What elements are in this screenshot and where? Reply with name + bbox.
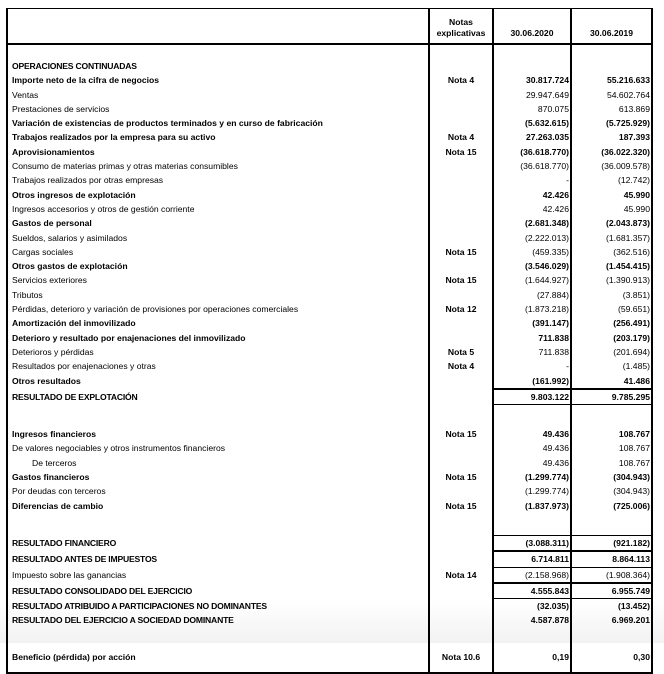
row-value-2019: (1.454.415) bbox=[571, 259, 652, 273]
row-value-2019: 54.602.764 bbox=[571, 88, 652, 102]
row-value-2020: 4.555.843 bbox=[493, 583, 571, 599]
table-row bbox=[7, 202, 652, 216]
row-value-2019: 187.393 bbox=[571, 130, 652, 144]
table-row bbox=[7, 359, 652, 373]
row-label: Por deudas con terceros bbox=[7, 484, 429, 498]
row-value-2019: (1.908.364) bbox=[571, 567, 652, 583]
row-note bbox=[429, 441, 493, 455]
table-row bbox=[7, 88, 652, 102]
row-label: Trabajos realizados por la empresa para su activo bbox=[7, 130, 429, 144]
row-label: Ingresos accesorios y otros de gestión corriente bbox=[7, 202, 429, 216]
row-note bbox=[429, 102, 493, 116]
header-notes-line1: Notas bbox=[449, 17, 473, 27]
row-label: Resultados por enajenaciones y otras bbox=[7, 359, 429, 373]
row-value-2020: (1.299.774) bbox=[493, 484, 571, 498]
row-value-2020: - bbox=[493, 359, 571, 373]
row-label: RESULTADO CONSOLIDADO DEL EJERCICIO bbox=[7, 583, 429, 599]
row-label: Gastos de personal bbox=[7, 216, 429, 230]
table-row bbox=[7, 613, 652, 627]
row-note bbox=[429, 231, 493, 245]
table-row-resultado-antes-impuestos bbox=[7, 551, 652, 567]
row-label: Consumo de materias primas y otras materias consumibles bbox=[7, 159, 429, 173]
row-label: Variación de existencias de productos terminados y en curso de fabricación bbox=[7, 116, 429, 130]
row-value-2020: 42.426 bbox=[493, 188, 571, 202]
row-note bbox=[429, 331, 493, 345]
row-note bbox=[429, 456, 493, 470]
table-row bbox=[7, 599, 652, 614]
row-note bbox=[429, 599, 493, 614]
row-note: Nota 10.6 bbox=[429, 642, 493, 673]
row-value-2020: 30.817.724 bbox=[493, 73, 571, 87]
row-value-2019: 8.864.113 bbox=[571, 551, 652, 567]
row-value-2020: (2.681.348) bbox=[493, 216, 571, 230]
row-note bbox=[429, 259, 493, 273]
row-note: Nota 5 bbox=[429, 345, 493, 359]
row-value-2020: (459.335) bbox=[493, 245, 571, 259]
row-note bbox=[429, 551, 493, 567]
row-label: RESULTADO FINANCIERO bbox=[7, 535, 429, 551]
row-value-2020: 49.436 bbox=[493, 427, 571, 441]
table-row bbox=[7, 231, 652, 245]
table-row bbox=[7, 273, 652, 287]
row-value-2019: 0,30 bbox=[571, 642, 652, 673]
row-value-2020: 0,19 bbox=[493, 642, 571, 673]
row-note bbox=[429, 583, 493, 599]
table-row bbox=[7, 216, 652, 230]
row-value-2020: (5.632.615) bbox=[493, 116, 571, 130]
row-value-2020: (2.158.968) bbox=[493, 567, 571, 583]
table-row bbox=[7, 470, 652, 484]
row-note: Nota 12 bbox=[429, 302, 493, 316]
row-value-2019: (2.043.873) bbox=[571, 216, 652, 230]
header-year-2020: 30.06.2020 bbox=[493, 9, 571, 45]
row-value-2020: (3.088.311) bbox=[493, 535, 571, 551]
row-value-2020: 870.075 bbox=[493, 102, 571, 116]
row-value-2020: 49.436 bbox=[493, 456, 571, 470]
row-note bbox=[429, 59, 493, 73]
row-value-2020: (36.618.770) bbox=[493, 159, 571, 173]
row-value-2020: (2.222.013) bbox=[493, 231, 571, 245]
row-value-2019: 41.486 bbox=[571, 374, 652, 389]
row-value-2020: (161.992) bbox=[493, 374, 571, 389]
table-row bbox=[7, 102, 652, 116]
row-note bbox=[429, 173, 493, 187]
table-row bbox=[7, 427, 652, 441]
row-note bbox=[429, 159, 493, 173]
row-label: Otros resultados bbox=[7, 374, 429, 389]
table-row bbox=[7, 145, 652, 159]
row-label: OPERACIONES CONTINUADAS bbox=[7, 59, 429, 73]
row-value-2019: (362.516) bbox=[571, 245, 652, 259]
row-value-2020: 42.426 bbox=[493, 202, 571, 216]
row-value-2020: (1.873.218) bbox=[493, 302, 571, 316]
row-value-2019: 55.216.633 bbox=[571, 73, 652, 87]
row-value-2020: 27.263.035 bbox=[493, 130, 571, 144]
row-value-2019: (36.022.320) bbox=[571, 145, 652, 159]
row-label: Sueldos, salarios y asimilados bbox=[7, 231, 429, 245]
table-row bbox=[7, 331, 652, 345]
table-row-resultado-explotacion bbox=[7, 389, 652, 405]
table-row bbox=[7, 130, 652, 144]
row-note: Nota 15 bbox=[429, 145, 493, 159]
table-row bbox=[7, 173, 652, 187]
row-value-2019 bbox=[571, 59, 652, 73]
table-row bbox=[7, 188, 652, 202]
row-note bbox=[429, 116, 493, 130]
table-row bbox=[7, 302, 652, 316]
row-note: Nota 4 bbox=[429, 359, 493, 373]
table-row bbox=[7, 316, 652, 330]
row-value-2019: (256.491) bbox=[571, 316, 652, 330]
row-note bbox=[429, 316, 493, 330]
row-label: Gastos financieros bbox=[7, 470, 429, 484]
table-row bbox=[7, 259, 652, 273]
table-row bbox=[7, 345, 652, 359]
row-value-2019: (1.485) bbox=[571, 359, 652, 373]
table-row bbox=[7, 59, 652, 73]
row-value-2019: 9.785.295 bbox=[571, 389, 652, 405]
table-header-row bbox=[7, 9, 652, 45]
row-label: Deterioro y resultado por enajenaciones del inmovilizado bbox=[7, 331, 429, 345]
row-value-2020: (391.147) bbox=[493, 316, 571, 330]
row-label: Tributos bbox=[7, 288, 429, 302]
row-value-2020: - bbox=[493, 173, 571, 187]
row-label: Deterioros y pérdidas bbox=[7, 345, 429, 359]
row-value-2019: 613.869 bbox=[571, 102, 652, 116]
row-note bbox=[429, 389, 493, 405]
row-value-2019: (304.943) bbox=[571, 484, 652, 498]
row-value-2019: 108.767 bbox=[571, 427, 652, 441]
row-value-2019: (203.179) bbox=[571, 331, 652, 345]
row-note: Nota 15 bbox=[429, 499, 493, 513]
row-label: Ventas bbox=[7, 88, 429, 102]
table-row bbox=[7, 159, 652, 173]
row-note bbox=[429, 484, 493, 498]
row-label: RESULTADO DE EXPLOTACIÓN bbox=[7, 389, 429, 405]
row-value-2020: 6.714.811 bbox=[493, 551, 571, 567]
table-row bbox=[7, 499, 652, 513]
row-note: Nota 4 bbox=[429, 73, 493, 87]
row-label: Importe neto de la cifra de negocios bbox=[7, 73, 429, 87]
row-value-2020: (1.837.973) bbox=[493, 499, 571, 513]
row-value-2019: 108.767 bbox=[571, 441, 652, 455]
row-value-2019: 45.990 bbox=[571, 188, 652, 202]
row-note: Nota 15 bbox=[429, 470, 493, 484]
row-value-2020: 711.838 bbox=[493, 331, 571, 345]
row-label: RESULTADO ATRIBUIDO A PARTICIPACIONES NO DOMINANTES bbox=[7, 599, 429, 614]
header-label-cell bbox=[7, 9, 429, 45]
table-row bbox=[7, 374, 652, 389]
row-note bbox=[429, 613, 493, 627]
row-value-2019: (921.182) bbox=[571, 535, 652, 551]
row-value-2019: (1.681.357) bbox=[571, 231, 652, 245]
row-note: Nota 4 bbox=[429, 130, 493, 144]
row-value-2020: 29.947.649 bbox=[493, 88, 571, 102]
table-row bbox=[7, 288, 652, 302]
row-value-2019: (12.742) bbox=[571, 173, 652, 187]
row-label: Servicios exteriores bbox=[7, 273, 429, 287]
row-value-2020: 9.803.122 bbox=[493, 389, 571, 405]
row-value-2020 bbox=[493, 59, 571, 73]
table-row bbox=[7, 245, 652, 259]
row-note: Nota 15 bbox=[429, 245, 493, 259]
row-value-2019: (725.006) bbox=[571, 499, 652, 513]
row-note: Nota 15 bbox=[429, 273, 493, 287]
row-value-2020: 711.838 bbox=[493, 345, 571, 359]
row-label: Pérdidas, deterioro y variación de provisiones por operaciones comerciales bbox=[7, 302, 429, 316]
row-label: Amortización del inmovilizado bbox=[7, 316, 429, 330]
row-label: Impuesto sobre las ganancias bbox=[7, 567, 429, 583]
table-row-resultado-consolidado bbox=[7, 583, 652, 599]
table-row bbox=[7, 441, 652, 455]
row-value-2019: 6.969.201 bbox=[571, 613, 652, 627]
table-row bbox=[7, 116, 652, 130]
table-row-resultado-financiero bbox=[7, 535, 652, 551]
row-label: Beneficio (pérdida) por acción bbox=[7, 642, 429, 673]
row-value-2020: (3.546.029) bbox=[493, 259, 571, 273]
row-value-2019: 45.990 bbox=[571, 202, 652, 216]
row-value-2019: 6.955.749 bbox=[571, 583, 652, 599]
row-note bbox=[429, 288, 493, 302]
row-note bbox=[429, 374, 493, 389]
row-note bbox=[429, 216, 493, 230]
row-note: Nota 14 bbox=[429, 567, 493, 583]
row-value-2020: (27.884) bbox=[493, 288, 571, 302]
row-label: Trabajos realizados por otras empresas bbox=[7, 173, 429, 187]
row-label: Otros gastos de explotación bbox=[7, 259, 429, 273]
row-value-2019: (59.651) bbox=[571, 302, 652, 316]
row-label: RESULTADO ANTES DE IMPUESTOS bbox=[7, 551, 429, 567]
row-note bbox=[429, 188, 493, 202]
table-row bbox=[7, 456, 652, 470]
header-year-2019: 30.06.2019 bbox=[571, 9, 652, 45]
row-note bbox=[429, 535, 493, 551]
row-value-2019: (13.452) bbox=[571, 599, 652, 614]
row-label: Cargas sociales bbox=[7, 245, 429, 259]
row-label: Prestaciones de servicios bbox=[7, 102, 429, 116]
row-value-2020: (1.644.927) bbox=[493, 273, 571, 287]
table-row bbox=[7, 73, 652, 87]
row-note bbox=[429, 88, 493, 102]
row-value-2020: (32.035) bbox=[493, 599, 571, 614]
row-value-2020: 4.587.878 bbox=[493, 613, 571, 627]
row-value-2020: (1.299.774) bbox=[493, 470, 571, 484]
row-value-2020: 49.436 bbox=[493, 441, 571, 455]
row-value-2019: (5.725.929) bbox=[571, 116, 652, 130]
row-note: Nota 15 bbox=[429, 427, 493, 441]
row-value-2019: 108.767 bbox=[571, 456, 652, 470]
table-row-beneficio-por-accion bbox=[7, 642, 652, 673]
spacer-cell bbox=[7, 44, 429, 59]
row-label: Diferencias de cambio bbox=[7, 499, 429, 513]
row-value-2019: (1.390.913) bbox=[571, 273, 652, 287]
row-label: Ingresos financieros bbox=[7, 427, 429, 441]
row-label: De terceros bbox=[7, 456, 429, 470]
row-value-2019: (304.943) bbox=[571, 470, 652, 484]
row-label: Aprovisionamientos bbox=[7, 145, 429, 159]
table-row bbox=[7, 484, 652, 498]
row-label: De valores negociables y otros instrumentos financieros bbox=[7, 441, 429, 455]
table-row bbox=[7, 567, 652, 583]
row-value-2019: (3.851) bbox=[571, 288, 652, 302]
row-label: Otros ingresos de explotación bbox=[7, 188, 429, 202]
income-statement-table bbox=[6, 8, 653, 674]
row-note bbox=[429, 202, 493, 216]
row-value-2019: (201.694) bbox=[571, 345, 652, 359]
header-notes bbox=[429, 9, 493, 45]
row-value-2019: (36.009.578) bbox=[571, 159, 652, 173]
row-value-2020: (36.618.770) bbox=[493, 145, 571, 159]
header-notes-line2: explicativas bbox=[436, 28, 486, 38]
row-label: RESULTADO DEL EJERCICIO A SOCIEDAD DOMINANTE bbox=[7, 613, 429, 627]
